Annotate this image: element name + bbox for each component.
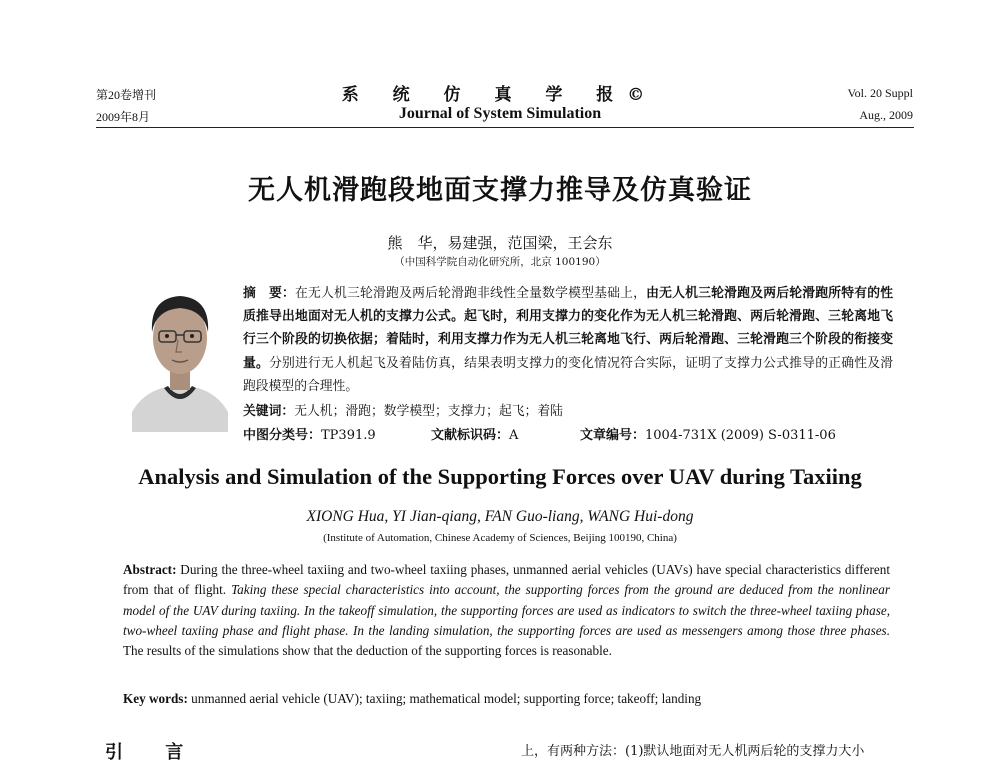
author-portrait-image — [132, 278, 228, 432]
art-label: 文章编号： — [580, 428, 646, 443]
abstract-cn-label: 摘 要： — [243, 286, 296, 301]
abstract-en-part2: Taking these special characteristics into account, the supporting forces from the ground are deduced from the nonlinear model of the UAV during taxiing. In the takeoff simulation, the supporting forces are used as indicators to switch the three-wheel taxiing phase, two-wheel taxiing phase and flight phase. In the landing simulation, the supporting forces are used as messengers among those three phases. — [123, 582, 891, 638]
affiliation-cn: （中国科学院自动化研究所，北京 100190） — [394, 256, 606, 268]
clc-label: 中图分类号： — [243, 428, 322, 443]
journal-title-cn: 系 统 仿 真 学 报© — [341, 85, 659, 105]
clc-value: TP391.9 — [321, 428, 376, 443]
article-number — [580, 424, 836, 443]
keywords-en-label: Key words: — [123, 691, 188, 706]
keywords-en — [123, 691, 701, 707]
keywords-en-text: unmanned aerial vehicle (UAV); taxiing; mathematical model; supporting force; takeoff; landing — [191, 691, 702, 706]
paper-title-cn: 无人机滑跑段地面支撑力推导及仿真验证 — [248, 175, 752, 206]
authors-cn: 熊 华，易建强，范国梁，王会东 — [387, 234, 613, 252]
volume-label-en: Vol. 20 Suppl — [847, 86, 913, 100]
abstract-en-label: Abstract: — [123, 562, 177, 577]
issue-date-cn: 2009年8月 — [96, 110, 151, 124]
abstract-cn-part1: 在无人机三轮滑跑及两后轮滑跑非线性全量数学模型基础上， — [295, 286, 647, 301]
intro-heading: 引 言 — [105, 742, 202, 763]
doc-code — [431, 424, 518, 443]
keywords-cn — [243, 400, 563, 419]
abstract-cn — [243, 282, 893, 398]
issue-date-en: Aug., 2009 — [859, 108, 913, 122]
abstract-en — [123, 560, 890, 661]
volume-label: 第20卷增刊 — [96, 88, 157, 102]
doc-label: 文献标识码： — [431, 428, 510, 443]
keywords-cn-label: 关键词： — [243, 404, 295, 419]
abstract-cn-part3: 分别进行无人机起飞及着陆仿真，结果表明支撑力的变化情况符合实际，证明了支撑力公式推导的正确性及滑跑段模型的合理性。 — [243, 355, 894, 394]
journal-title-en: Journal of System Simulation — [398, 105, 602, 122]
keywords-cn-text: 无人机；滑跑；数学模型；支撑力；起飞；着陆 — [294, 404, 563, 419]
abstract-en-part3: The results of the simulations show that the deduction of the supporting forces is reasonable. — [123, 643, 612, 659]
authors-en: XIONG Hua, YI Jian-qiang, FAN Guo-liang, WANG Hui-dong — [306, 508, 694, 525]
abstract-en-part1: During the three-wheel taxiing and two-wheel taxiing phases, unmanned aerial vehicles (UAVs) have special characteristics different from that of flight. — [123, 562, 890, 598]
paper-title-en: Analysis and Simulation of the Supporting Forces over UAV during Taxiing — [138, 464, 862, 489]
right-column-text: 上，有两种方法：(1)默认地面对无人机两后轮的支撑力大小 — [521, 744, 865, 759]
doc-value: A — [509, 428, 519, 443]
author-photo — [132, 278, 228, 432]
clc-number — [243, 424, 376, 443]
art-value: 1004-731X (2009) S-0311-06 — [645, 428, 836, 443]
abstract-cn-part2: 由无人机三轮滑跑及两后轮滑跑所特有的性质推导出地面对无人机的支撑力公式。起飞时，利用支撑力的变化作为无人机三轮滑跑、两后轮滑跑、三轮离地飞行三个阶段的切换依据；着陆时，利用支撑力作为无人机三轮离地飞行、两后轮滑跑、三轮滑跑三个阶段的衔接变量。 — [243, 286, 894, 371]
affiliation-en: (Institute of Automation, Chinese Academy of Sciences, Beijing 100190, China) — [323, 532, 677, 544]
header-rule — [96, 127, 914, 128]
